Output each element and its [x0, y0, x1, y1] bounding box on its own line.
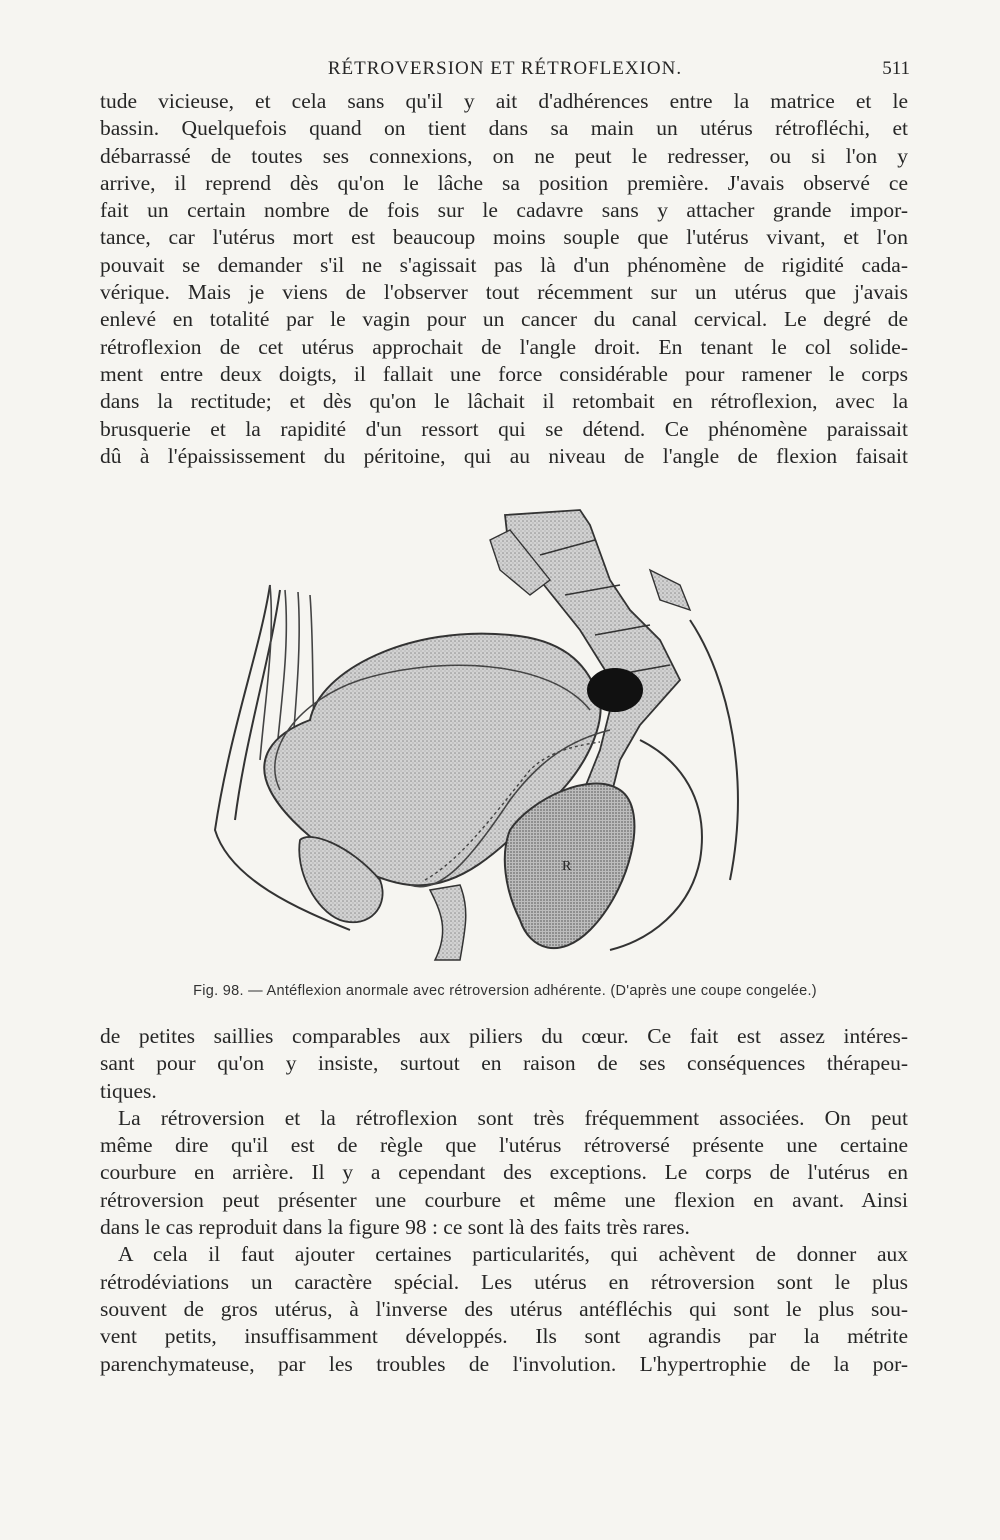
upper-fragment	[650, 570, 690, 610]
label-R: R	[562, 859, 572, 874]
text-line: rétroversion peut présenter une courbure et même une flexion en avant. Ainsi	[100, 1187, 908, 1212]
running-head	[100, 58, 910, 88]
text-line: courbure en arrière. Il y a cependant des exceptions. Le corps de l'utérus en	[100, 1160, 908, 1185]
text-line: A cela il faut ajouter certaines particularités, qui achèvent de donner aux	[118, 1242, 908, 1267]
running-title: RÉTROVERSION ET RÉTROFLEXION.	[327, 58, 683, 79]
text-line: souvent de gros utérus, à l'inverse des utérus antéfléchis qui sont le plus sou-	[100, 1296, 908, 1321]
posterior-wall	[690, 620, 738, 880]
text-line: vent petits, insuffisamment développés. Ils sont agrandis par la métrite	[100, 1324, 908, 1349]
text-line: fait un certain nombre de fois sur le cadavre sans y attacher grande impor-	[100, 198, 908, 223]
text-line: même dire qu'il est de règle que l'utérus rétroversé présente une certaine	[100, 1133, 908, 1158]
text-line: sant pour qu'on y insiste, surtout en raison de ses conséquences thérapeu-	[100, 1051, 908, 1076]
paragraph-bottom	[100, 1023, 908, 1378]
anatomical-section-illustration	[210, 500, 750, 970]
text-line: arrive, il reprend dès qu'on le lâche sa position première. J'avais observé ce	[100, 170, 908, 195]
rectum-lumen	[587, 668, 643, 712]
text-line: bassin. Quelquefois quand on tient dans sa main un utérus rétrofléchi, et	[100, 116, 908, 141]
text-line: rétroflexion de cet utérus approchait de l'angle droit. En tenant le col solide-	[100, 334, 908, 359]
text-line: rétrodéviations un caractère spécial. Les utérus en rétroversion sont le plus	[100, 1269, 908, 1294]
text-line: dû à l'épaississement du péritoine, qui au niveau de l'angle de flexion faisait	[100, 443, 908, 468]
text-line: tude vicieuse, et cela sans qu'il y ait d'adhérences entre la matrice et le	[100, 89, 908, 113]
text-line: débarrassé de toutes ses connexions, on ne peut le redresser, ou si l'on y	[100, 143, 908, 168]
text-line: vérique. Mais je viens de l'observer tout récemment sur un utérus que j'avais	[100, 280, 908, 305]
figure-98	[210, 500, 750, 970]
text-line: ment entre deux doigts, il fallait une force considérable pour ramener le corps	[100, 361, 908, 386]
text-line: La rétroversion et la rétroflexion sont très fréquemment associées. On peut	[118, 1105, 908, 1130]
text-line: tiques.	[100, 1078, 157, 1103]
text-line: tance, car l'utérus mort est beaucoup moins souple que l'utérus vivant, et l'on	[100, 225, 908, 250]
cervix-outlet	[430, 885, 466, 960]
text-line: parenchymateuse, par les troubles de l'involution. L'hypertrophie de la por-	[100, 1351, 908, 1376]
text-line: enlevé en totalité par le vagin pour un cancer du canal cervical. Le degré de	[100, 307, 908, 332]
text-line: de petites saillies comparables aux piliers du cœur. Ce fait est assez intéres-	[100, 1024, 908, 1048]
figure-caption: Fig. 98. — Antéflexion anormale avec rétroversion adhérente. (D'après une coupe congelée.)	[193, 983, 817, 999]
page-number: 511	[882, 58, 910, 79]
text-line: pouvait se demander s'il ne s'agissait pas là d'un phénomène de rigidité cada-	[100, 252, 908, 277]
paragraph-top	[100, 88, 908, 470]
text-line: dans le cas reproduit dans la figure 98 : ce sont là des faits très rares.	[100, 1215, 690, 1240]
text-line: brusquerie et la rapidité d'un ressort qui se détend. Ce phénomène paraissait	[100, 416, 908, 441]
text-line: dans la rectitude; et dès qu'on le lâchait il retombait en rétroflexion, avec la	[100, 389, 908, 414]
